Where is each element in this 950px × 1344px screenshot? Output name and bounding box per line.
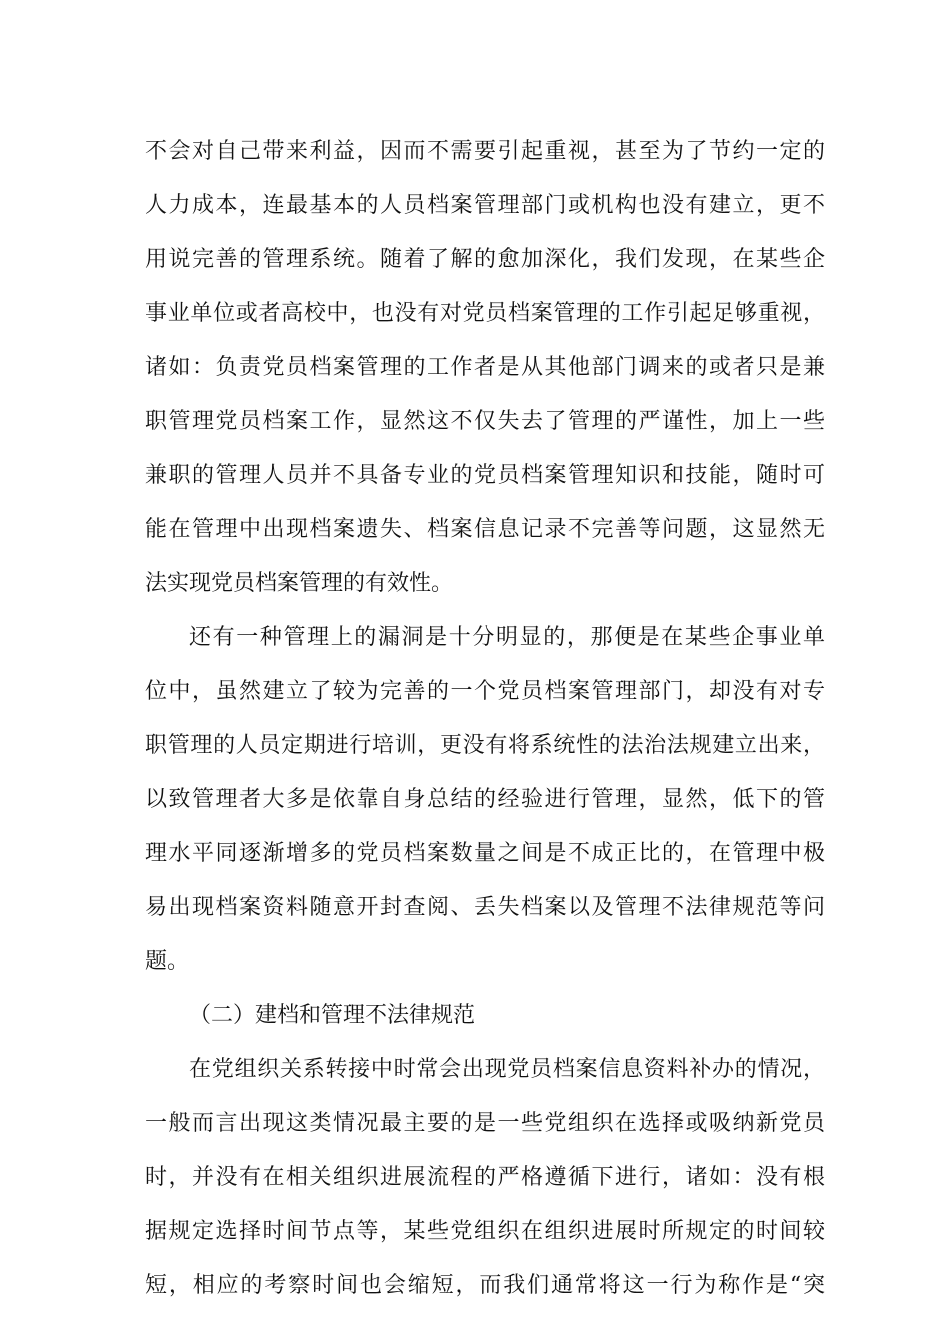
text-line: 时，并没有在相关组织进展流程的严格遵循下进行，诸如：没有根 (145, 1165, 825, 1190)
text-line: 诸如：负责党员档案管理的工作者是从其他部门调来的或者只是兼 (145, 355, 825, 380)
text-line: 短，相应的考察时间也会缩短，而我们通常将这一行为称作是“突 (145, 1273, 825, 1298)
text-line: 易出现档案资料随意开封查阅、丢失档案以及管理不法律规范等问 (145, 895, 825, 920)
text-line: 用说完善的管理系统。随着了解的愈加深化，我们发现，在某些企 (145, 247, 825, 272)
text-line: 以致管理者大多是依靠自身总结的经验进行管理，显然，低下的管 (145, 787, 825, 812)
text-line: 据规定选择时间节点等，某些党组织在组织进展时所规定的时间较 (145, 1219, 825, 1244)
text-line: 职管理的人员定期进行培训，更没有将系统性的法治法规建立出来， (145, 733, 825, 758)
text-line: 在党组织关系转接中时常会出现党员档案信息资料补办的情况， (189, 1057, 825, 1082)
text-line: 位中，虽然建立了较为完善的一个党员档案管理部门，却没有对专 (145, 679, 825, 704)
section-heading: （二）建档和管理不法律规范 (189, 1003, 476, 1028)
text-line: 兼职的管理人员并不具备专业的党员档案管理知识和技能，随时可 (145, 463, 825, 488)
text-line: 法实现党员档案管理的有效性。 (145, 571, 454, 596)
text-line: 不会对自己带来利益，因而不需要引起重视，甚至为了节约一定的 (145, 139, 825, 164)
text-line: 人力成本，连最基本的人员档案管理部门或机构也没有建立，更不 (145, 193, 825, 218)
body-text (145, 132, 825, 1320)
text-line: 能在管理中出现档案遗失、档案信息记录不完善等问题，这显然无 (145, 517, 825, 542)
text-line: 职管理党员档案工作，显然这不仅失去了管理的严谨性，加上一些 (145, 409, 825, 434)
text-line: 理水平同逐渐增多的党员档案数量之间是不成正比的，在管理中极 (145, 841, 825, 866)
text-line: 题。 (145, 949, 190, 974)
text-line: 还有一种管理上的漏洞是十分明显的，那便是在某些企事业单 (189, 625, 825, 650)
text-line: 一般而言出现这类情况最主要的是一些党组织在选择或吸纳新党员 (145, 1111, 825, 1136)
text-line: 事业单位或者高校中，也没有对党员档案管理的工作引起足够重视， (145, 301, 825, 326)
